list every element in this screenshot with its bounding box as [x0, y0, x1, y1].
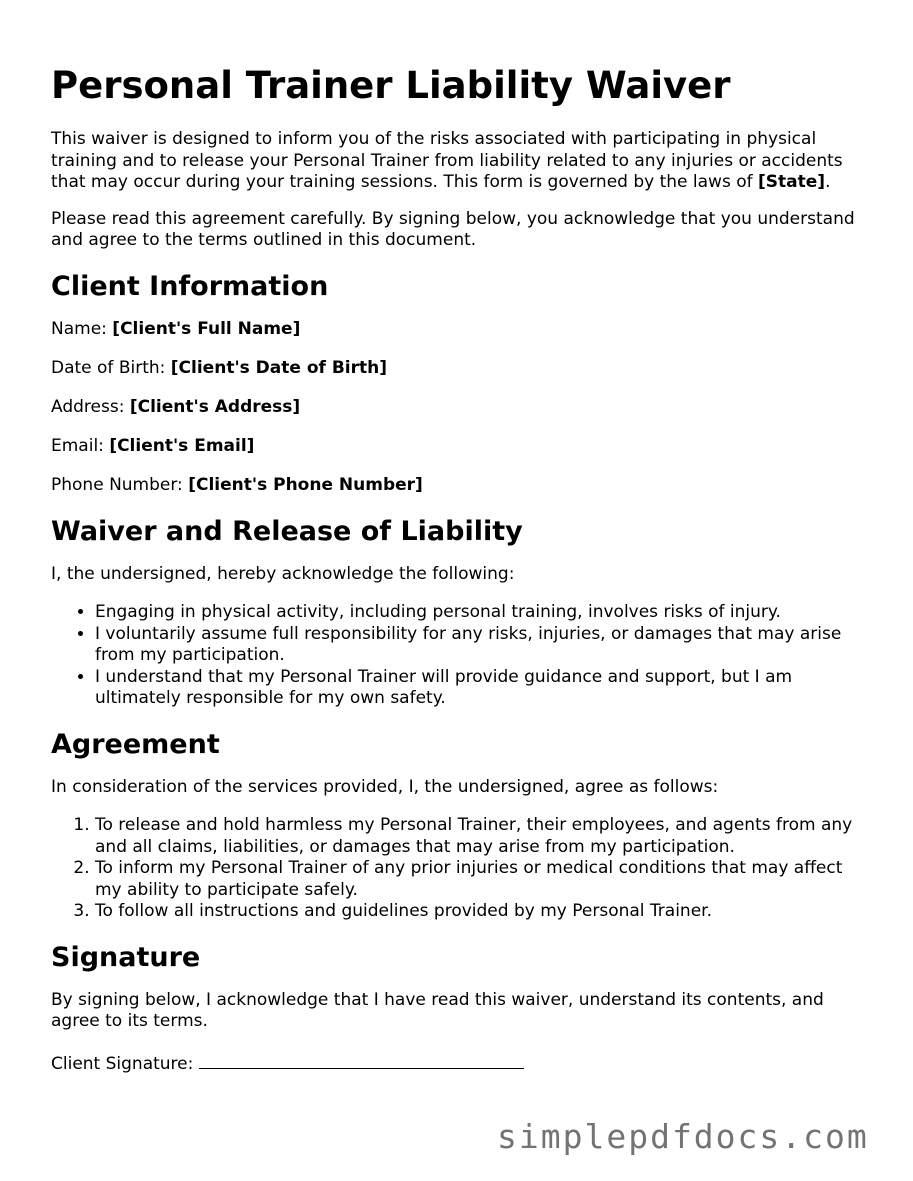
client-signature-line[interactable]: [199, 1050, 524, 1069]
field-value: [Client's Date of Birth]: [170, 357, 387, 378]
field-address: [51, 397, 871, 419]
field-label: Email:: [51, 435, 104, 456]
field-date-of-birth: [51, 358, 871, 380]
intro-paragraph: [51, 129, 871, 194]
waiver-lead: I, the undersigned, hereby acknowledge the following:: [51, 563, 515, 584]
state-placeholder: [State]: [758, 172, 826, 192]
list-item: 3. To follow all instructions and guidelines provided by my Personal Trainer.: [95, 901, 871, 923]
list-item: • I voluntarily assume full responsibility for any risks, injuries, or damages that may arise from my participation.: [95, 624, 871, 667]
field-name: [51, 319, 871, 341]
list-item: 1. To release and hold harmless my Personal Trainer, their employees, and agents from any and all claims, liabilities, or damages that may arise from my participation.: [95, 815, 871, 858]
field-value: [Client's Full Name]: [112, 318, 301, 339]
waiver-list: [51, 602, 871, 710]
field-label: Date of Birth:: [51, 357, 166, 378]
field-label: Phone Number:: [51, 474, 183, 495]
intro-text: This waiver is designed to inform you of the risks associated with participating in physical training and to release your Personal Trainer from liability related to any injuries or accidents that may occur during your training sessions. This form is governed by the laws of: [51, 129, 843, 192]
field-label: Name:: [51, 318, 107, 339]
agreement-list: [51, 815, 871, 923]
field-value: [Client's Email]: [109, 435, 255, 456]
list-item: 2. To inform my Personal Trainer of any prior injuries or medical conditions that may affect my ability to participate safely.: [95, 858, 871, 901]
instruction-paragraph: Please read this agreement carefully. By signing below, you acknowledge that you understand and agree to the terms outlined in this document.: [51, 208, 855, 250]
waiver-heading: Waiver and Release of Liability: [51, 515, 523, 547]
field-label: Address:: [51, 396, 125, 417]
list-item: • Engaging in physical activity, including personal training, involves risks of injury.: [95, 602, 871, 624]
agreement-heading: Agreement: [51, 728, 220, 760]
intro-period: .: [825, 172, 831, 192]
watermark: simplepdfdocs.com: [497, 1117, 869, 1156]
field-value: [Client's Phone Number]: [188, 474, 423, 495]
document-page: [51, 62, 871, 1093]
field-value: [Client's Address]: [129, 396, 301, 417]
client-signature-row: [51, 1050, 871, 1076]
signature-heading: Signature: [51, 941, 201, 973]
field-email: [51, 436, 871, 458]
field-phone-number: [51, 475, 871, 497]
list-item: • I understand that my Personal Trainer will provide guidance and support, but I am ultimately responsible for my own safety.: [95, 667, 871, 710]
client-info-heading: Client Information: [51, 270, 329, 302]
client-signature-label: Client Signature:: [51, 1053, 194, 1074]
signature-text: By signing below, I acknowledge that I have read this waiver, understand its contents, and agree to its terms.: [51, 989, 824, 1032]
page-title: Personal Trainer Liability Waiver: [51, 64, 731, 107]
agreement-lead: In consideration of the services provided, I, the undersigned, agree as follows:: [51, 776, 719, 797]
